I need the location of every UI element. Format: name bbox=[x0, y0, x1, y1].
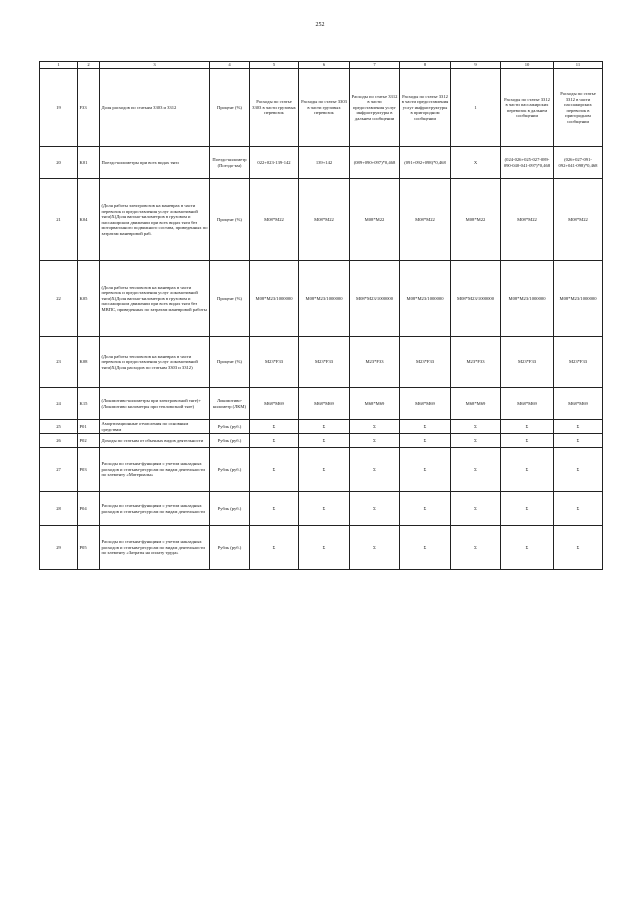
cell-col7: M68*M69 bbox=[350, 388, 400, 420]
cell-col9: M68*M69 bbox=[451, 388, 501, 420]
row-code: K08 bbox=[78, 337, 100, 388]
row-code: P03 bbox=[78, 448, 100, 492]
row-name: Амортизационные отчисления по основным средствам bbox=[100, 420, 210, 434]
cell-col10: Σ bbox=[501, 420, 554, 434]
cell-col7: M08*M22 bbox=[350, 179, 400, 261]
cell-col6: Расходы по статье 3303 в части грузовых перевозок bbox=[299, 69, 350, 147]
row-name: (Локомотиво-километры при электровозной тяге)+(Локомотиво километры при тепловозной тяге) bbox=[100, 388, 210, 420]
cell-col5: Σ bbox=[250, 526, 299, 570]
cell-col11: Σ bbox=[554, 492, 603, 526]
table-row bbox=[40, 337, 603, 388]
column-header: 1 bbox=[40, 62, 78, 69]
row-number: 29 bbox=[40, 526, 78, 570]
column-header: 10 bbox=[501, 62, 554, 69]
cell-col10: M68*M69 bbox=[501, 388, 554, 420]
row-code: P02 bbox=[78, 434, 100, 448]
column-header: 9 bbox=[451, 62, 501, 69]
row-unit: Рубль (руб.) bbox=[210, 434, 250, 448]
cell-col6: Σ bbox=[299, 526, 350, 570]
row-name: Расходы по статьям-функциям с учетом накладных расходов и статьям-ресурсам по видам деятельности по элементу «Материалы» bbox=[100, 448, 210, 492]
row-name: Доля расходов по статьям 3303 и 3312 bbox=[100, 69, 210, 147]
cell-col5: M08*M23/1000000 bbox=[250, 261, 299, 337]
cell-col6: Σ bbox=[299, 492, 350, 526]
row-unit: Рубль (руб.) bbox=[210, 448, 250, 492]
cell-col8: Σ bbox=[400, 492, 451, 526]
cell-col5: Расходы по статье 3303 в части грузовых перевозок bbox=[250, 69, 299, 147]
row-code: K05 bbox=[78, 261, 100, 337]
cell-col7: Σ bbox=[350, 492, 400, 526]
cell-col8: Σ bbox=[400, 420, 451, 434]
cell-col6: M08*M23/1000000 bbox=[299, 261, 350, 337]
row-unit: Поездо-километр (Поездо-км) bbox=[210, 147, 250, 179]
cell-col5: 022+023-139-142 bbox=[250, 147, 299, 179]
row-name: (Доля работы тепловозов на маневрах в части перевозок и предоставления услуг локомотивной тяги)Х(Доля расходов по статьям 3303 и 3312) bbox=[100, 337, 210, 388]
cell-col8: M08*M22 bbox=[400, 179, 451, 261]
table-body bbox=[40, 69, 603, 570]
cell-col10: Σ bbox=[501, 448, 554, 492]
row-unit: Локомотиво-километр (ЛКМ) bbox=[210, 388, 250, 420]
row-name: (Доля работы электровозов на маневрах в части перевозок и предоставления услуг локомотивной тяги)Х(Доля вагоно-километров в грузовом и пассажирском движении при всех видах тяги без моторвагонного подвижного состава, приведенных по затратам маневровой ра6. bbox=[100, 179, 210, 261]
row-name: Поездо-километры при всех видах тяги bbox=[100, 147, 210, 179]
row-number: 23 bbox=[40, 337, 78, 388]
row-code: P05 bbox=[78, 526, 100, 570]
row-unit: Рубль (руб.) bbox=[210, 420, 250, 434]
row-number: 19 bbox=[40, 69, 78, 147]
cell-col7: M23*F33 bbox=[350, 337, 400, 388]
cell-col7: Σ bbox=[350, 420, 400, 434]
cell-col8: Σ bbox=[400, 526, 451, 570]
cell-col11: Σ bbox=[554, 448, 603, 492]
cell-col8: M08*M23/1000000 bbox=[400, 261, 451, 337]
row-number: 22 bbox=[40, 261, 78, 337]
cell-col10: Σ bbox=[501, 434, 554, 448]
table-row bbox=[40, 147, 603, 179]
cell-col7: (089+090+097)*0,468 bbox=[350, 147, 400, 179]
row-code: P04 bbox=[78, 492, 100, 526]
column-header: 7 bbox=[350, 62, 400, 69]
cell-col6: 139+142 bbox=[299, 147, 350, 179]
column-header: 5 bbox=[250, 62, 299, 69]
column-header: 6 bbox=[299, 62, 350, 69]
column-header: 3 bbox=[100, 62, 210, 69]
cell-col10: M08*M22 bbox=[501, 179, 554, 261]
cell-col11: Расходы по статье 3312 в части пассажирских перевозок в пригородном сообщении bbox=[554, 69, 603, 147]
cell-col5: M23*F33 bbox=[250, 337, 299, 388]
row-code: K04 bbox=[78, 179, 100, 261]
cell-col5: Σ bbox=[250, 420, 299, 434]
cell-col6: Σ bbox=[299, 434, 350, 448]
table-row bbox=[40, 492, 603, 526]
cell-col9: Σ bbox=[451, 420, 501, 434]
cell-col7: Σ bbox=[350, 434, 400, 448]
table-row bbox=[40, 526, 603, 570]
cell-col8: (091+092+098)*0,468 bbox=[400, 147, 451, 179]
cell-col5: M68*M69 bbox=[250, 388, 299, 420]
cell-col5: M08*M22 bbox=[250, 179, 299, 261]
table-row bbox=[40, 434, 603, 448]
cell-col11: (026+027-091-092+041-098)*0,468 bbox=[554, 147, 603, 179]
cell-col6: Σ bbox=[299, 448, 350, 492]
cell-col8: Расходы по статье 3312 в части предоставления услуг инфраструктуры в пригородном сообщении bbox=[400, 69, 451, 147]
cell-col6: M08*M22 bbox=[299, 179, 350, 261]
cell-col7: Σ bbox=[350, 448, 400, 492]
cell-col10: M08*M23/1000000 bbox=[501, 261, 554, 337]
row-number: 27 bbox=[40, 448, 78, 492]
cell-col11: M08*M22 bbox=[554, 179, 603, 261]
page-number: 252 bbox=[315, 22, 325, 28]
cell-col9: Σ bbox=[451, 526, 501, 570]
cell-col6: M68*M69 bbox=[299, 388, 350, 420]
cell-col9: M08*M23/1000000 bbox=[451, 261, 501, 337]
table-row bbox=[40, 69, 603, 147]
cell-col11: M68*M69 bbox=[554, 388, 603, 420]
row-number: 26 bbox=[40, 434, 78, 448]
table-row bbox=[40, 179, 603, 261]
row-code: P01 bbox=[78, 420, 100, 434]
cell-col9: M23*F33 bbox=[451, 337, 501, 388]
row-code: K15 bbox=[78, 388, 100, 420]
row-number: 20 bbox=[40, 147, 78, 179]
table-row bbox=[40, 420, 603, 434]
cell-col6: Σ bbox=[299, 420, 350, 434]
row-number: 25 bbox=[40, 420, 78, 434]
cell-col5: Σ bbox=[250, 448, 299, 492]
cell-col11: M23*F33 bbox=[554, 337, 603, 388]
cell-col9: Σ bbox=[451, 492, 501, 526]
column-header: 2 bbox=[78, 62, 100, 69]
cell-col10: Σ bbox=[501, 526, 554, 570]
row-number: 28 bbox=[40, 492, 78, 526]
row-name: Расходы по статьям-функциям с учетом накладных расходов и статьям-ресурсам по видам деятельности по элементу «Затраты на оплату труда» bbox=[100, 526, 210, 570]
cell-col11: Σ bbox=[554, 526, 603, 570]
row-unit: Процент (%) bbox=[210, 337, 250, 388]
cell-col11: Σ bbox=[554, 420, 603, 434]
row-unit: Процент (%) bbox=[210, 179, 250, 261]
column-header: 4 bbox=[210, 62, 250, 69]
cell-col9: X bbox=[451, 147, 501, 179]
cell-col9: Σ bbox=[451, 434, 501, 448]
row-unit: Рубль (руб.) bbox=[210, 492, 250, 526]
cell-col10: M23*F33 bbox=[501, 337, 554, 388]
data-table bbox=[39, 61, 603, 570]
row-name: (Доля работы тепловозов на маневрах в части перевозок и предоставления услуг локомотивной тяги)Х(Доля вагоно-километров в грузовом и пассажирском движении при всех видах тяги без МВПС, приведенных по затратам маневровой работы bbox=[100, 261, 210, 337]
row-name: Расходы по статьям-функциям с учетом накладных расходов и статьям-ресурсам по видам деятельности bbox=[100, 492, 210, 526]
row-code: K01 bbox=[78, 147, 100, 179]
cell-col6: M23*F33 bbox=[299, 337, 350, 388]
cell-col7: Расходы по статье 3312 в части предоставления услуг инфраструктуры в дальнем сообщении bbox=[350, 69, 400, 147]
cell-col8: M23*F33 bbox=[400, 337, 451, 388]
cell-col10: (024-026+025-027-089-090-040-041-097)*0,468 bbox=[501, 147, 554, 179]
cell-col7: Σ bbox=[350, 526, 400, 570]
row-code: F33 bbox=[78, 69, 100, 147]
cell-col9: M08*M22 bbox=[451, 179, 501, 261]
row-unit: Процент (%) bbox=[210, 261, 250, 337]
row-number: 24 bbox=[40, 388, 78, 420]
cell-col9: 1 bbox=[451, 69, 501, 147]
row-number: 21 bbox=[40, 179, 78, 261]
table-row bbox=[40, 448, 603, 492]
row-name: Доходы по статьям от обычных видов деятельности bbox=[100, 434, 210, 448]
cell-col8: Σ bbox=[400, 448, 451, 492]
cell-col11: M08*M23/1000000 bbox=[554, 261, 603, 337]
column-header: 8 bbox=[400, 62, 451, 69]
column-header: 11 bbox=[554, 62, 603, 69]
cell-col10: Расходы по статье 3312 в части пассажирских перевозок в дальнем сообщении bbox=[501, 69, 554, 147]
cell-col5: Σ bbox=[250, 492, 299, 526]
table-row bbox=[40, 388, 603, 420]
row-unit: Рубль (руб.) bbox=[210, 526, 250, 570]
cell-col5: Σ bbox=[250, 434, 299, 448]
row-unit: Процент (%) bbox=[210, 69, 250, 147]
cell-col9: Σ bbox=[451, 448, 501, 492]
cell-col8: Σ bbox=[400, 434, 451, 448]
cell-col7: M08*M23/1000000 bbox=[350, 261, 400, 337]
header-row bbox=[40, 62, 603, 69]
cell-col8: M68*M69 bbox=[400, 388, 451, 420]
table-row bbox=[40, 261, 603, 337]
cell-col10: Σ bbox=[501, 492, 554, 526]
cell-col11: Σ bbox=[554, 434, 603, 448]
